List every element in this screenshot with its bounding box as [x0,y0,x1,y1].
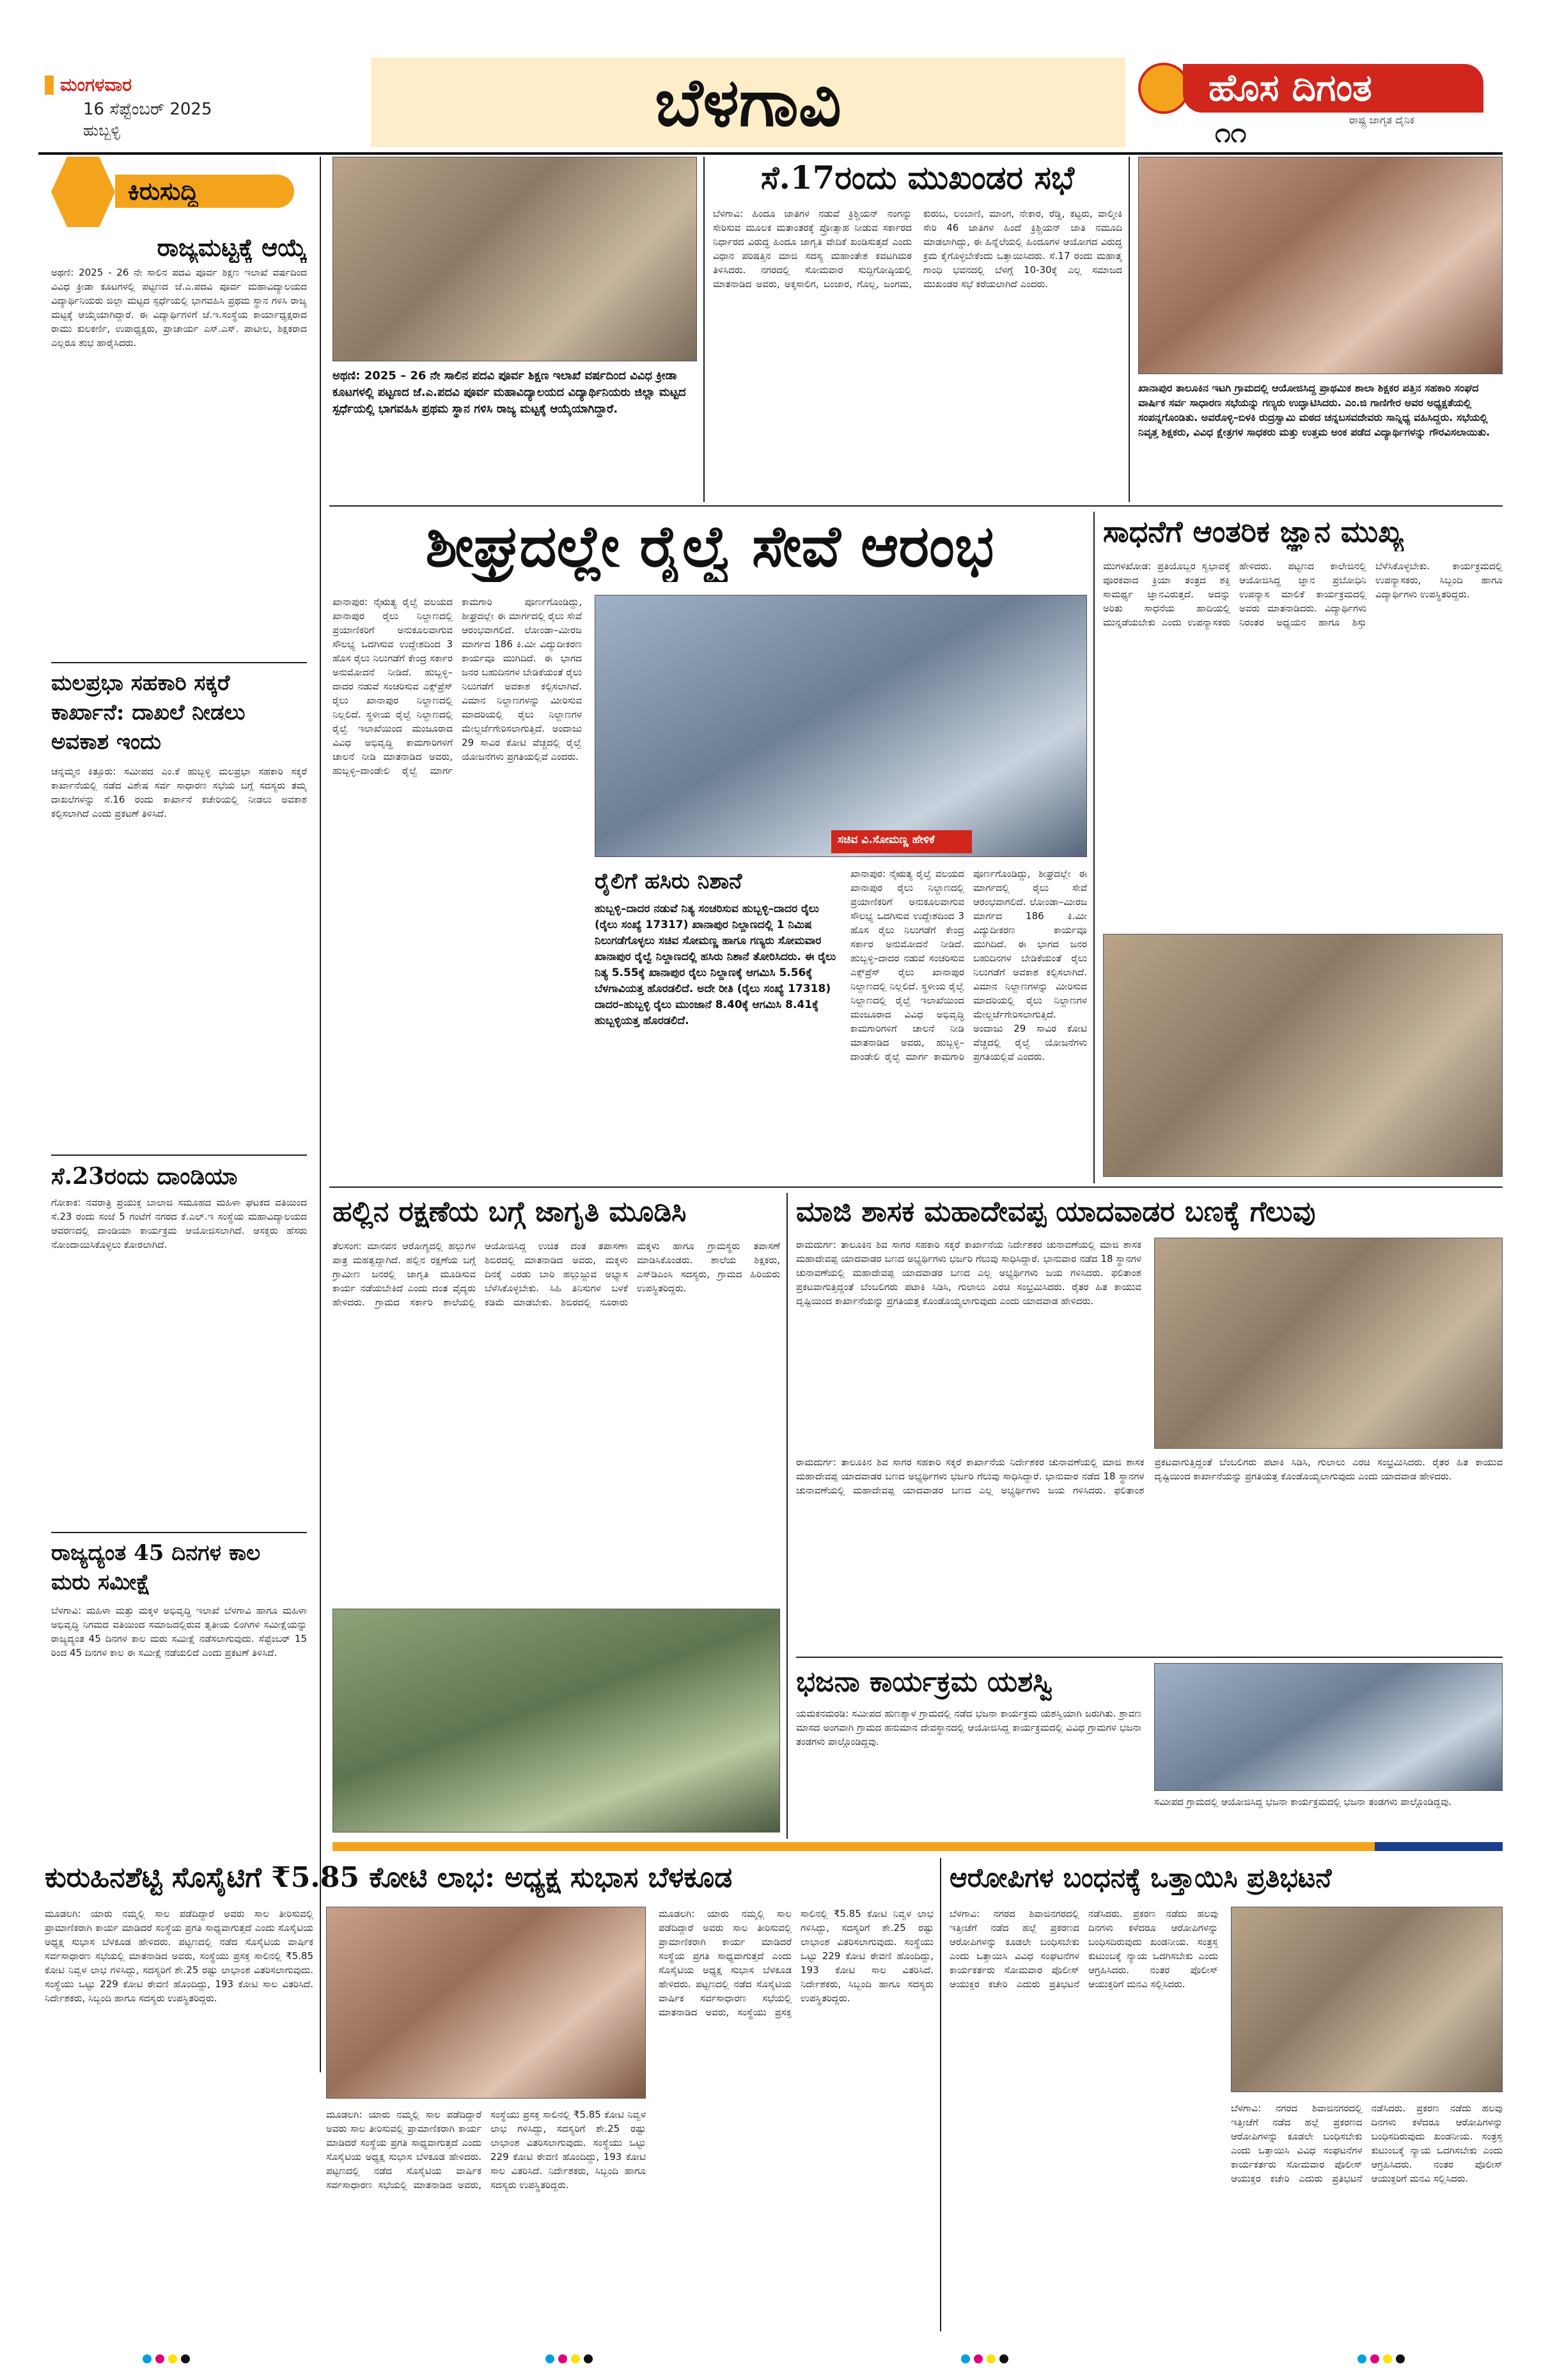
protest-photo [1231,1907,1503,2092]
kirusuddi-badge-icon [51,157,115,227]
lecture-photo [1103,934,1503,1177]
section-rule [796,1657,1503,1658]
page-number: ೧೧ [1215,116,1247,149]
halli-headline: ಹಲ್ಲಿನ ರಕ್ಷಣೆಯ ಬಗ್ಗೆ ಜಾಗೃತಿ ಮೂಡಿಸಿ [332,1195,687,1228]
brief-divider [51,1532,307,1533]
masthead-accent-bar [45,75,54,95]
kuruhinashetti-body-right: ಮೂಡಲಗಿ: ಯಾರು ನಮ್ಮಲ್ಲಿ ಸಾಲ ಪಡೆದಿದ್ದಾರೆ ಅವರು ಸಾಲ ತೀರಿಸುವಲ್ಲಿ ಪ್ರಾಮಾಣಿಕರಾಗಿ ಕಾರ್ಯ ಮಾಡಿದರೆ ಸಂಸ್ಥೆಯ ಪ್ರಗತಿ ಸಾಧ್ಯವಾಗುತ್ತದೆ ಎಂದು ಸೊಸೈಟಿಯ ಅಧ್ಯಕ್ಷ ಸುಭಾಸ ಬೆಳಕೂಡ ಹೇಳಿದರು. ಪಟ್ಟಣದಲ್ಲಿ ನಡೆದ ಸೊಸೈಟಿಯ ವಾರ್ಷಿಕ ಸರ್ವಸಾಧಾರಣ ಸಭೆಯಲ್ಲಿ ಮಾತನಾಡಿದ ಅವರು, ಸಂಸ್ಥೆಯು ಪ್ರಸಕ್ತ ಸಾಲಿನಲ್ಲಿ ₹5.85 ಕೋಟಿ ನಿವ್ವಳ ಲಾಭ ಗಳಿಸಿದ್ದು, ಸದಸ್ಯರಿಗೆ ಶೇ.25 ರಷ್ಟು ಲಾಭಾಂಶ ವಿತರಿಸಲಾಗುವುದು. ಸಂಸ್ಥೆಯು ಒಟ್ಟು 229 ಕೋಟಿ ಠೇವಣಿ ಹೊಂದಿದ್ದು, 193 ಕೋಟಿ ಸಾಲ ವಿತರಿಸಿದೆ. ನಿರ್ದೇಶಕರು, ಸಿಬ್ಬಂದಿ ಹಾಗೂ ಸದಸ್ಯರು ಉಪಸ್ಥಿತರಿದ್ದರು. [659,1908,934,2018]
masthead-place: ಹುಬ್ಬಳ್ಳಿ [83,122,120,139]
halli-body: ತೆಲಸಂಗ: ಮಾನವನ ಆರೋಗ್ಯದಲ್ಲಿ ಹಲ್ಲುಗಳ ಪಾತ್ರ ಮಹತ್ವದ್ದಾಗಿದೆ. ಹಲ್ಲಿನ ರಕ್ಷಣೆಯ ಬಗ್ಗೆ ಗ್ರಾಮೀಣ ಜನರಲ್ಲಿ ಜಾಗೃತಿ ಮೂಡಿಸುವ ಕಾರ್ಯ ನಡೆಯಬೇಕಿದೆ ಎಂದು ದಂತ ವೈದ್ಯರು ಹೇಳಿದರು. ಗ್ರಾಮದ ಸರ್ಕಾರಿ ಶಾಲೆಯಲ್ಲಿ ಆಯೋಜಿಸಿದ್ದ ಉಚಿತ ದಂತ ತಪಾಸಣಾ ಶಿಬಿರದಲ್ಲಿ ಮಾತನಾಡಿದ ಅವರು, ಮಕ್ಕಳು ದಿನಕ್ಕೆ ಎರಡು ಬಾರಿ ಹಲ್ಲುಜ್ಜುವ ಅಭ್ಯಾಸ ಬೆಳೆಸಿಕೊಳ್ಳಬೇಕು. ಸಿಹಿ ತಿನಿಸುಗಳ ಬಳಕೆ ಕಡಿಮೆ ಮಾಡಬೇಕು. ಶಿಬಿರದಲ್ಲಿ ನೂರಾರು ಮಕ್ಕಳು ಹಾಗೂ ಗ್ರಾಮಸ್ಥರು ತಪಾಸಣೆ ಮಾಡಿಸಿಕೊಂಡರು. ಶಾಲೆಯ ಶಿಕ್ಷಕರು, ಎಸ್‌ಡಿಎಂಸಿ ಸದಸ್ಯರು, ಗ್ರಾಮದ ಹಿರಿಯರು ಉಪಸ್ಥಿತರಿದ್ದರು. [332,1240,780,1308]
info-box-body: ಹುಬ್ಬಳ್ಳಿ–ದಾದರ ನಡುವೆ ನಿತ್ಯ ಸಂಚರಿಸುವ ಹುಬ್ಬಳ್ಳಿ–ದಾದರ ರೈಲು (ರೈಲು ಸಂಖ್ಯೆ 17317) ಖಾನಾಪುರ ನಿಲ್ದಾಣದಲ್ಲಿ 1 ನಿಮಿಷ ನಿಲುಗಡೆಗೊಳ್ಳಲು ಸಚಿವ ಸೋಮಣ್ಣ ಹಾಗೂ ಗಣ್ಯರು ಸೋಮವಾರ ಖಾನಾಪುರ ರೈಲ್ವೆ ನಿಲ್ದಾಣದಲ್ಲಿ ಹಸಿರು ನಿಶಾನೆ ತೋರಿಸಿದರು. ಈ ರೈಲು ನಿತ್ಯ 5.55ಕ್ಕೆ ಖಾನಾಪುರ ರೈಲು ನಿಲ್ದಾಣಕ್ಕೆ ಆಗಮಿಸಿ 5.56ಕ್ಕೆ ಬೆಳಗಾವಿಯತ್ತ ಹೊರಡಲಿದೆ. ಅದೇ ರೀತಿ (ರೈಲು ಸಂಖ್ಯೆ 17318) ದಾದರ–ಹುಬ್ಬಳ್ಳಿ ರೈಲು ಮುಂಜಾನೆ 8.40ಕ್ಕೆ ಆಗಮಿಸಿ 8.41ಕ್ಕೆ ಹುಬ್ಬಳ್ಳಿಯತ್ತ ಹೊರಡಲಿದೆ. [595,902,836,1027]
maji-shasaka-story [796,1193,1503,1653]
registration-marks [0,2354,1541,2373]
aropigala-headline: ಆರೋಪಿಗಳ ಬಂಧನಕ್ಕೆ ಒತ್ತಾಯಿಸಿ ಪ್ರತಿಭಟನೆ [950,1862,1332,1893]
top-right-caption: ಖಾನಾಪುರ ತಾಲೂಕಿನ ಇಟಗಿ ಗ್ರಾಮದಲ್ಲಿ ಆಯೋಜಿಸಿದ್ದ ಪ್ರಾಥಮಿಕ ಶಾಲಾ ಶಿಕ್ಷಕರ ಪತ್ತಿನ ಸಹಕಾರಿ ಸಂಘದ ವಾರ್ಷಿಕ ಸರ್ವ ಸಾಧಾರಣ ಸಭೆಯನ್ನು ಗಣ್ಯರು ಉದ್ಘಾಟಿಸಿದರು. ಎಂ.ಜಿ ಗಾಣಿಗೇರ ಅವರ ಅಧ್ಯಕ್ಷತೆಯಲ್ಲಿ ಸಂಪನ್ನಗೊಂಡಿತು. ಅವರೊಳ್ಳಿ–ಬಿಳಕಿ ರುದ್ರಸ್ವಾಮಿ ಮಠದ ಚನ್ನಬಸವದೇವರು ಸಾನ್ನಿಧ್ಯ ವಹಿಸಿದ್ದರು. ಸಭೆಯಲ್ಲಿ ನಿವೃತ್ತ ಶಿಕ್ಷಕರು, ವಿವಿಧ ಕ್ಷೇತ್ರಗಳ ಸಾಧಕರು ಮತ್ತು ಉತ್ತಮ ಅಂಕ ಪಡೆದ ವಿದ್ಯಾರ್ಥಿಗಳನ್ನು ಗೌರವಿಸಲಾಯಿತು. [1138,382,1490,438]
reg-mark-1 [141,2354,192,2366]
paper-logo [1138,58,1496,147]
kuruhinashetti-body-left: ಮೂಡಲಗಿ: ಯಾರು ನಮ್ಮಲ್ಲಿ ಸಾಲ ಪಡೆದಿದ್ದಾರೆ ಅವರು ಸಾಲ ತೀರಿಸುವಲ್ಲಿ ಪ್ರಾಮಾಣಿಕರಾಗಿ ಕಾರ್ಯ ಮಾಡಿದರೆ ಸಂಸ್ಥೆಯ ಪ್ರಗತಿ ಸಾಧ್ಯವಾಗುತ್ತದೆ ಎಂದು ಸೊಸೈಟಿಯ ಅಧ್ಯಕ್ಷ ಸುಭಾಸ ಬೆಳಕೂಡ ಹೇಳಿದರು. ಪಟ್ಟಣದಲ್ಲಿ ನಡೆದ ಸೊಸೈಟಿಯ ವಾರ್ಷಿಕ ಸರ್ವಸಾಧಾರಣ ಸಭೆಯಲ್ಲಿ ಮಾತನಾಡಿದ ಅವರು, ಸಂಸ್ಥೆಯು ಪ್ರಸಕ್ತ ಸಾಲಿನಲ್ಲಿ ₹5.85 ಕೋಟಿ ನಿವ್ವಳ ಲಾಭ ಗಳಿಸಿದ್ದು, ಸದಸ್ಯರಿಗೆ ಶೇ.25 ರಷ್ಟು ಲಾಭಾಂಶ ವಿತರಿಸಲಾಗುವುದು. ಸಂಸ್ಥೆಯು ಒಟ್ಟು 229 ಕೋಟಿ ಠೇವಣಿ ಹೊಂದಿದ್ದು, 193 ಕೋಟಿ ಸಾಲ ವಿತರಿಸಿದೆ. ನಿರ್ದೇಶಕರು, ಸಿಬ್ಬಂದಿ ಹಾಗೂ ಸದಸ್ಯರು ಉಪಸ್ಥಿತರಿದ್ದರು. [45,1908,313,2004]
maji-shasaka-body-top: ರಾಮದುರ್ಗ: ತಾಲೂಕಿನ ಶಿವ ಸಾಗರ ಸಹಕಾರಿ ಸಕ್ಕರೆ ಕಾರ್ಖಾನೆಯ ನಿರ್ದೇಶಕರ ಚುನಾವಣೆಯಲ್ಲಿ ಮಾಜಿ ಶಾಸಕ ಮಹಾದೇವಪ್ಪ ಯಾದವಾಡರ ಬಣದ ಅಭ್ಯರ್ಥಿಗಳು ಭರ್ಜರಿ ಗೆಲುವು ಸಾಧಿಸಿದ್ದಾರೆ. ಭಾನುವಾರ ನಡೆದ 18 ಸ್ಥಾನಗಳ ಚುನಾವಣೆಯಲ್ಲಿ ಮಹಾದೇವಪ್ಪ ಯಾದವಾಡರ ಬಣದ ಎಲ್ಲ ಅಭ್ಯರ್ಥಿಗಳು ಜಯ ಗಳಿಸಿದರು. ಫಲಿತಾಂಶ ಪ್ರಕಟವಾಗುತ್ತಿದ್ದಂತೆ ಬೆಂಬಲಿಗರು ಪಟಾಕಿ ಸಿಡಿಸಿ, ಗುಲಾಲು ಎರಚಿ ಸಂಭ್ರಮಿಸಿದರು. ರೈತರ ಹಿತ ಕಾಯುವ ದೃಷ್ಟಿಯಿಂದ ಕಾರ್ಖಾನೆಯನ್ನು ಪ್ರಗತಿಯತ್ತ ಕೊಂಡೊಯ್ಯಲಾಗುವುದು ಎಂದು ಯಾದವಾಡ ಹೇಳಿದರು. [796,1239,1141,1307]
aropigala-body: ಬೆಳಗಾವಿ: ನಗರದ ಶಿವಾಜಿನಗರದಲ್ಲಿ ಇತ್ತೀಚೆಗೆ ನಡೆದ ಹಲ್ಲೆ ಪ್ರಕರಣದ ಆರೋಪಿಗಳನ್ನು ಕೂಡಲೇ ಬಂಧಿಸಬೇಕು ಎಂದು ಒತ್ತಾಯಿಸಿ ವಿವಿಧ ಸಂಘಟನೆಗಳ ಕಾರ್ಯಕರ್ತರು ಸೋಮವಾರ ಪೊಲೀಸ್ ಆಯುಕ್ತರ ಕಚೇರಿ ಎದುರು ಪ್ರತಿಭಟನೆ ನಡೆಸಿದರು. ಪ್ರಕರಣ ನಡೆದು ಹಲವು ದಿನಗಳು ಕಳೆದರೂ ಆರೋಪಿಗಳನ್ನು ಬಂಧಿಸದಿರುವುದು ಖಂಡನೀಯ. ಸಂತ್ರಸ್ತ ಕುಟುಂಬಕ್ಕೆ ನ್ಯಾಯ ಒದಗಿಸಬೇಕು ಎಂದು ಆಗ್ರಹಿಸಿದರು. ನಂತರ ಪೊಲೀಸ್ ಆಯುಕ್ತರಿಗೆ ಮನವಿ ಸಲ್ಲಿಸಿದರು. [950,1908,1218,1990]
railway-body-right: ಖಾನಾಪುರ: ನೈಋತ್ಯ ರೈಲ್ವೆ ವಲಯದ ಖಾನಾಪುರ ರೈಲು ನಿಲ್ದಾಣದಲ್ಲಿ ಪ್ರಯಾಣಿಕರಿಗೆ ಅನುಕೂಲವಾಗುವ ಸೌಲಭ್ಯ ಒದಗಿಸುವ ಉದ್ದೇಶದಿಂದ 3 ಹೊಸ ರೈಲು ನಿಲುಗಡೆಗೆ ಕೇಂದ್ರ ಸರ್ಕಾರ ಅನುಮೋದನೆ ನೀಡಿದೆ. ಹುಬ್ಬಳ್ಳಿ–ದಾದರ ನಡುವೆ ಸಂಚರಿಸುವ ಎಕ್ಸ್‌ಪ್ರೆಸ್ ರೈಲು ಖಾನಾಪುರ ನಿಲ್ದಾಣದಲ್ಲಿ ನಿಲ್ಲಲಿದೆ. ಸ್ಥಳೀಯ ರೈಲ್ವೆ ನಿಲ್ದಾಣದಲ್ಲಿ ರೈಲ್ವೆ ಇಲಾಖೆಯಿಂದ ಮಂಜೂರಾದ ವಿವಿಧ ಅಭಿವೃದ್ಧಿ ಕಾಮಗಾರಿಗಳಿಗೆ ಚಾಲನೆ ನೀಡಿ ಮಾತನಾಡಿದ ಅವರು, ಹುಬ್ಬಳ್ಳಿ–ದಾಂಡೇಲಿ ರೈಲ್ವೆ ಮಾರ್ಗ ಕಾಮಗಾರಿ ಪೂರ್ಣಗೊಂಡಿದ್ದು, ಶೀಘ್ರದಲ್ಲೇ ಈ ಮಾರ್ಗದಲ್ಲಿ ರೈಲು ಸೇವೆ ಆರಂಭವಾಗಲಿದೆ. ಲೋಂಡಾ–ಮೀರಜ ಮಾರ್ಗದ 186 ಕಿ.ಮೀ ವಿದ್ಯುದೀಕರಣ ಕಾರ್ಯವೂ ಮುಗಿದಿದೆ. ಈ ಭಾಗದ ಜನರ ಬಹುದಿನಗಳ ಬೇಡಿಕೆಯಂತೆ ರೈಲು ನಿಲುಗಡೆಗೆ ಅವಕಾಶ ಕಲ್ಪಿಸಲಾಗಿದೆ. ವಿಮಾನ ನಿಲ್ದಾಣಗಳನ್ನು ಮೀರಿಸುವ ಮಾದರಿಯಲ್ಲಿ ರೈಲು ನಿಲ್ದಾಣಗಳ ಮೇಲ್ದರ್ಜೆಗೇರಿಸಲಾಗುತ್ತಿದೆ. ಅಂದಾಜು 29 ಸಾವಿರ ಕೋಟಿ ವೆಚ್ಚದಲ್ಲಿ ರೈಲ್ವೆ ಯೋಜನೆಗಳು ಪ್ರಗತಿಯಲ್ಲಿವೆ ಎಂದರು. [850,868,1087,1062]
society-meeting-photo [326,1907,646,2099]
aropigala-story [950,1858,1503,2331]
kirusuddi-label: ಕಿರುಸುದ್ದಿ [128,177,199,205]
mukhandar-headline: ಸೆ.17ರಂದು ಮುಖಂಡರ ಸಭೆ [760,159,1075,196]
section-rule [329,1186,1503,1188]
felicitation-photo [1138,157,1503,374]
paper-tagline: ರಾಷ್ಟ್ರ ಜಾಗೃತ ದೈನಿಕ [1349,114,1414,126]
paper-name: ಹೊಸ ದಿಗಂತ [1209,67,1372,109]
column-rule [703,157,705,502]
railway-body-left: ಖಾನಾಪುರ: ನೈಋತ್ಯ ರೈಲ್ವೆ ವಲಯದ ಖಾನಾಪುರ ರೈಲು ನಿಲ್ದಾಣದಲ್ಲಿ ಪ್ರಯಾಣಿಕರಿಗೆ ಅನುಕೂಲವಾಗುವ ಸೌಲಭ್ಯ ಒದಗಿಸುವ ಉದ್ದೇಶದಿಂದ 3 ಹೊಸ ರೈಲು ನಿಲುಗಡೆಗೆ ಕೇಂದ್ರ ಸರ್ಕಾರ ಅನುಮೋದನೆ ನೀಡಿದೆ. ಹುಬ್ಬಳ್ಳಿ–ದಾದರ ನಡುವೆ ಸಂಚರಿಸುವ ಎಕ್ಸ್‌ಪ್ರೆಸ್ ರೈಲು ಖಾನಾಪುರ ನಿಲ್ದಾಣದಲ್ಲಿ ನಿಲ್ಲಲಿದೆ. ಸ್ಥಳೀಯ ರೈಲ್ವೆ ನಿಲ್ದಾಣದಲ್ಲಿ ರೈಲ್ವೆ ಇಲಾಖೆಯಿಂದ ಮಂಜೂರಾದ ವಿವಿಧ ಅಭಿವೃದ್ಧಿ ಕಾಮಗಾರಿಗಳಿಗೆ ಚಾಲನೆ ನೀಡಿ ಮಾತನಾಡಿದ ಅವರು, ಹುಬ್ಬಳ್ಳಿ–ದಾಂಡೇಲಿ ರೈಲ್ವೆ ಮಾರ್ಗ ಕಾಮಗಾರಿ ಪೂರ್ಣಗೊಂಡಿದ್ದು, ಶೀಘ್ರದಲ್ಲೇ ಈ ಮಾರ್ಗದಲ್ಲಿ ರೈಲು ಸೇವೆ ಆರಂಭವಾಗಲಿದೆ. ಲೋಂಡಾ–ಮೀರಜ ಮಾರ್ಗದ 186 ಕಿ.ಮೀ ವಿದ್ಯುದೀಕರಣ ಕಾರ್ಯವೂ ಮುಗಿದಿದೆ. ಈ ಭಾಗದ ಜನರ ಬಹುದಿನಗಳ ಬೇಡಿಕೆಯಂತೆ ರೈಲು ನಿಲುಗಡೆಗೆ ಅವಕಾಶ ಕಲ್ಪಿಸಲಾಗಿದೆ. ವಿಮಾನ ನಿಲ್ದಾಣಗಳನ್ನು ಮೀರಿಸುವ ಮಾದರಿಯಲ್ಲಿ ರೈಲು ನಿಲ್ದಾಣಗಳ ಮೇಲ್ದರ್ಜೆಗೇರಿಸಲಾಗುತ್ತಿದೆ. ಅಂದಾಜು 29 ಸಾವಿರ ಕೋಟಿ ವೆಚ್ಚದಲ್ಲಿ ರೈಲ್ವೆ ಯೋಜನೆಗಳು ಪ್ರಗತಿಯಲ್ಲಿವೆ ಎಂದರು. [332,596,582,776]
masthead-date: 16 ಸೆಪ್ಟೆಂಬರ್ 2025 [83,100,212,119]
mukhandar-body: ಬೆಳಗಾವಿ: ಹಿಂದೂ ಜಾತಿಗಳ ನಡುವೆ ಕ್ರಿಶ್ಚಿಯನ್ ನಂಗನ್ನು ಸೇರಿಸುವ ಮೂಲಕ ಮತಾಂತರಕ್ಕೆ ಪ್ರೋತ್ಸಾಹ ನೀಡುವ ಸರ್ಕಾರದ ನಿರ್ಧಾರದ ವಿರುದ್ಧ ಹಿಂದೂ ಜಾಗೃತಿ ವೇದಿಕೆ ಖಂಡಿಸುತ್ತದೆ ಎಂದು ವಿಧಾನ ಪರಿಷತ್ತಿನ ಮಾಜಿ ಸದಸ್ಯ ಮಹಾಂತೇಶ ಕವಟಗಿಮಠ ತಿಳಿಸಿದರು. ನಗರದಲ್ಲಿ ಸೋಮವಾರ ಸುದ್ದಿಗೋಷ್ಠಿಯಲ್ಲಿ ಮಾತನಾಡಿದ ಅವರು, ಅಕ್ಕಸಾಲಿಗ, ಬಂಜಾರ, ಗೊಲ್ಲ, ಜಂಗಮ, ಕುರುಬ, ಲಂಬಾಣಿ, ಮಾಂಗ, ನೇಕಾರ, ರೆಡ್ಡಿ, ಕಟ್ಟರು, ವಾಲ್ಮೀಕಿ ಸೇರಿ 46 ಜಾತಿಗಳ ಹಿಂದೆ ಕ್ರಿಶ್ಚಿಯನ್ ಜಾತಿ ನಮೂದಿ ಮಾಡಲಾಗಿದ್ದು, ಈ ಹಿನ್ನೆಲೆಯಲ್ಲಿ ಹಿಂದೂಗಳ ಆಯೋಗದ ವಿರುದ್ಧ ಕ್ರಮ ಕೈಗೊಳ್ಳಬೇಕೆಂದು ಒತ್ತಾಯಿಸಿದರು. ಸೆ.17 ರಂದು ಮಹಾತ್ಮ ಗಾಂಧಿ ಭವನದಲ್ಲಿ ಬೆಳಗ್ಗೆ 10-30ಕ್ಕೆ ಎಲ್ಲ ಸಮಾಜದ ಮುಖಂಡರ ಸಭೆ ಕರೆಯಲಾಗಿದೆ ಎಂದರು. [713,208,1122,290]
dental-camp-photo [332,1609,780,1832]
section-rule [329,505,1503,507]
reg-mark-2 [544,2354,595,2366]
column-rule [940,1858,941,2331]
sadhane-story [1103,512,1503,1183]
top-right-photo-story [1138,157,1503,502]
brief-4-headline: ರಾಜ್ಯದ್ಯಂತ 45 ದಿನಗಳ ಕಾಲ ಮರು ಸಮೀಕ್ಷೆ [51,1540,261,1595]
brief-4-body: ಬೆಳಗಾವಿ: ಮಹಿಳಾ ಮತ್ತು ಮಕ್ಕಳ ಅಭಿವೃದ್ಧಿ ಇಲಾಖೆ ಬೆಳಗಾವಿ ಹಾಗೂ ಮಹಿಳಾ ಅಭಿವೃದ್ಧಿ ನಿಗಮದ ವತಿಯಿಂದ ಸಮಾಜದಲ್ಲಿರುವ ತೃತೀಯ ಲಿಂಗಿಗಳ ಸಮೀಕ್ಷೆಯನ್ನು ರಾಜ್ಯದ್ಯಂತ 45 ದಿನಗಳ ಕಾಲ ಮರು ಸಮೀಕ್ಷೆ ನಡೆಸಲಾಗುವುದು. ಸೆಪ್ಟೆಂಬರ್ 15 ರಿಂದ 45 ದಿನಗಳ ಕಾಲ ಈ ಸಮೀಕ್ಷೆ ನಡೆಯಲಿದೆ ಎಂದು ಪ್ರಕಟಣೆ ತಿಳಿಸಿದೆ. [51,1605,307,1659]
sadhane-body: ಮುಗಳಖೋಡ: ಪ್ರತಿಯೊಬ್ಬರ ಸ್ವಭಾವಕ್ಕೆ ಪೂರಕವಾದ ಕ್ರಿಯಾ ತಂತ್ರದ ಶಕ್ತಿ ಸಾಮರ್ಥ್ಯ ಜ್ಞಾನವಿರುತ್ತದೆ. ಅದನ್ನು ಅರಿತು ಸಾಧನೆಯ ಹಾದಿಯಲ್ಲಿ ಮುನ್ನಡೆಯಬೇಕು ಎಂದು ಉಪನ್ಯಾಸಕರು ಹೇಳಿದರು. ಪಟ್ಟಣದ ಕಾಲೇಜಿನಲ್ಲಿ ಆಯೋಜಿಸಿದ್ದ ಜ್ಞಾನ ಪ್ರಬೋಧಿನಿ ಉಪನ್ಯಾಸ ಮಾಲಿಕೆ ಕಾರ್ಯಕ್ರಮದಲ್ಲಿ ಅವರು ಮಾತನಾಡಿದರು. ವಿದ್ಯಾರ್ಥಿಗಳು ನಿರಂತರ ಅಧ್ಯಯನ ಹಾಗೂ ಶಿಸ್ತು ಬೆಳೆಸಿಕೊಳ್ಳಬೇಕು. ಕಾರ್ಯಕ್ರಮದಲ್ಲಿ ಉಪನ್ಯಾಸಕರು, ಸಿಬ್ಬಂದಿ ಹಾಗೂ ವಿದ್ಯಾರ್ಥಿಗಳು ಉಪಸ್ಥಿತರಿದ್ದರು. [1103,560,1503,628]
brief-2-headline: ಮಲಪ್ರಭಾ ಸಹಕಾರಿ ಸಕ್ಕರೆ ಕಾರ್ಖಾನೆ: ದಾಖಲೆ ನೀಡಲು ಅವಕಾಶ ಇಂದು [51,670,246,755]
train-flagoff-photo [595,595,1087,857]
kirusuddi-column [45,157,313,2072]
election-winners-photo [1154,1238,1503,1449]
brief-3-headline: ಸೆ.23ರಂದು ದಾಂಡಿಯಾ [51,1163,238,1190]
bottom-orange-bar [332,1842,1375,1851]
section-title: ಬೆಳಗಾವಿ [655,63,841,141]
bhajana-photo [1154,1663,1503,1791]
bhajana-body: ಯಮಕನಮರಡಿ: ಸಮೀಪದ ಹುಣಶ್ಯಾಳ ಗ್ರಾಮದಲ್ಲಿ ನಡೆದ ಭಜನಾ ಕಾರ್ಯಕ್ರಮ ಯಶಸ್ವಿಯಾಗಿ ಜರುಗಿತು. ಶ್ರಾವಣ ಮಾಸದ ಅಂಗವಾಗಿ ಗ್ರಾಮದ ಹನುಮಾನ ದೇವಸ್ಥಾನದಲ್ಲಿ ಆಯೋಜಿಸಿದ್ದ ಕಾರ್ಯಕ್ರಮದಲ್ಲಿ ವಿವಿಧ ಗ್ರಾಮಗಳ ಭಜನಾ ತಂಡಗಳು ಪಾಲ್ಗೊಂಡಿದ್ದವು. [796,1708,1141,1747]
railway-story [332,512,1087,1183]
bottom-blue-bar [1375,1842,1503,1851]
top-photo-story [332,157,697,502]
brief-divider [51,1155,307,1156]
column-rule [786,1193,788,1839]
kuruhinashetti-story [45,1858,934,2331]
kuruhinashetti-headline: ಕುರುಹಿನಶೆಟ್ಟಿ ಸೊಸೈಟಿಗೆ ₹5.85 ಕೋಟಿ ಲಾಭ: ಅಧ್ಯಕ್ಷ ಸುಭಾಸ ಬೆಳಕೂಡ [45,1861,733,1894]
logo-emblem-icon [1138,63,1189,114]
reg-mark-4 [1356,2354,1407,2366]
column-rule [1093,512,1095,1183]
reg-mark-3 [959,2354,1010,2366]
mukhandar-story [713,157,1122,502]
column-rule [1129,157,1130,502]
photo-label: ಸಚಿವ ವಿ.ಸೋಮಣ್ಣ ಹೇಳಿಕೆ [838,833,935,846]
railway-info-box [595,867,838,1174]
aropigala-body-right: ಬೆಳಗಾವಿ: ನಗರದ ಶಿವಾಜಿನಗರದಲ್ಲಿ ಇತ್ತೀಚೆಗೆ ನಡೆದ ಹಲ್ಲೆ ಪ್ರಕರಣದ ಆರೋಪಿಗಳನ್ನು ಕೂಡಲೇ ಬಂಧಿಸಬೇಕು ಎಂದು ಒತ್ತಾಯಿಸಿ ವಿವಿಧ ಸಂಘಟನೆಗಳ ಕಾರ್ಯಕರ್ತರು ಸೋಮವಾರ ಪೊಲೀಸ್ ಆಯುಕ್ತರ ಕಚೇರಿ ಎದುರು ಪ್ರತಿಭಟನೆ ನಡೆಸಿದರು. ಪ್ರಕರಣ ನಡೆದು ಹಲವು ದಿನಗಳು ಕಳೆದರೂ ಆರೋಪಿಗಳನ್ನು ಬಂಧಿಸದಿರುವುದು ಖಂಡನೀಯ. ಸಂತ್ರಸ್ತ ಕುಟುಂಬಕ್ಕೆ ನ್ಯಾಯ ಒದಗಿಸಬೇಕು ಎಂದು ಆಗ್ರಹಿಸಿದರು. ನಂತರ ಪೊಲೀಸ್ ಆಯುಕ್ತರಿಗೆ ಮನವಿ ಸಲ್ಲಿಸಿದರು. [1231,2102,1503,2184]
bhajana-photo-caption: ಸಮೀಪದ ಗ್ರಾಮದಲ್ಲಿ ಆಯೋಜಿಸಿದ್ದ ಭಜನಾ ಕಾರ್ಯಕ್ರಮದಲ್ಲಿ ಭಜನಾ ತಂಡಗಳು ಪಾಲ್ಗೊಂಡಿದ್ದವು. [1154,1796,1452,1808]
kirusuddi-header [51,157,307,227]
info-box-title: ರೈಲಿಗೆ ಹಸಿರು ನಿಶಾನೆ [595,869,742,894]
masthead-date-block [45,70,256,141]
kuruhinashetti-body-bottom: ಮೂಡಲಗಿ: ಯಾರು ನಮ್ಮಲ್ಲಿ ಸಾಲ ಪಡೆದಿದ್ದಾರೆ ಅವರು ಸಾಲ ತೀರಿಸುವಲ್ಲಿ ಪ್ರಾಮಾಣಿಕರಾಗಿ ಕಾರ್ಯ ಮಾಡಿದರೆ ಸಂಸ್ಥೆಯ ಪ್ರಗತಿ ಸಾಧ್ಯವಾಗುತ್ತದೆ ಎಂದು ಸೊಸೈಟಿಯ ಅಧ್ಯಕ್ಷ ಸುಭಾಸ ಬೆಳಕೂಡ ಹೇಳಿದರು. ಪಟ್ಟಣದಲ್ಲಿ ನಡೆದ ಸೊಸೈಟಿಯ ವಾರ್ಷಿಕ ಸರ್ವಸಾಧಾರಣ ಸಭೆಯಲ್ಲಿ ಮಾತನಾಡಿದ ಅವರು, ಸಂಸ್ಥೆಯು ಪ್ರಸಕ್ತ ಸಾಲಿನಲ್ಲಿ ₹5.85 ಕೋಟಿ ನಿವ್ವಳ ಲಾಭ ಗಳಿಸಿದ್ದು, ಸದಸ್ಯರಿಗೆ ಶೇ.25 ರಷ್ಟು ಲಾಭಾಂಶ ವಿತರಿಸಲಾಗುವುದು. ಸಂಸ್ಥೆಯು ಒಟ್ಟು 229 ಕೋಟಿ ಠೇವಣಿ ಹೊಂದಿದ್ದು, 193 ಕೋಟಿ ಸಾಲ ವಿತರಿಸಿದೆ. ನಿರ್ದೇಶಕರು, ಸಿಬ್ಬಂದಿ ಹಾಗೂ ಸದಸ್ಯರು ಉಪಸ್ಥಿತರಿದ್ದರು. [326,2109,646,2191]
halli-story [332,1193,780,1839]
masthead [38,58,1503,154]
railway-headline: ಶೀಘ್ರದಲ್ಲೇ ರೈಲ್ವೆ ಸೇವೆ ಆರಂಭ [425,513,994,580]
brief-1-headline: ರಾಜ್ಯಮಟ್ಟಕ್ಕೆ ಆಯ್ಕೆ [157,233,307,262]
bhajana-story [796,1663,1503,1839]
column-rule [320,157,321,2072]
masthead-day: ಮಂಗಳವಾರ [60,74,132,95]
maji-shasaka-body-bottom: ರಾಮದುರ್ಗ: ತಾಲೂಕಿನ ಶಿವ ಸಾಗರ ಸಹಕಾರಿ ಸಕ್ಕರೆ ಕಾರ್ಖಾನೆಯ ನಿರ್ದೇಶಕರ ಚುನಾವಣೆಯಲ್ಲಿ ಮಾಜಿ ಶಾಸಕ ಮಹಾದೇವಪ್ಪ ಯಾದವಾಡರ ಬಣದ ಅಭ್ಯರ್ಥಿಗಳು ಭರ್ಜರಿ ಗೆಲುವು ಸಾಧಿಸಿದ್ದಾರೆ. ಭಾನುವಾರ ನಡೆದ 18 ಸ್ಥಾನಗಳ ಚುನಾವಣೆಯಲ್ಲಿ ಮಹಾದೇವಪ್ಪ ಯಾದವಾಡರ ಬಣದ ಎಲ್ಲ ಅಭ್ಯರ್ಥಿಗಳು ಜಯ ಗಳಿಸಿದರು. ಫಲಿತಾಂಶ ಪ್ರಕಟವಾಗುತ್ತಿದ್ದಂತೆ ಬೆಂಬಲಿಗರು ಪಟಾಕಿ ಸಿಡಿಸಿ, ಗುಲಾಲು ಎರಚಿ ಸಂಭ್ರಮಿಸಿದರು. ರೈತರ ಹಿತ ಕಾಯುವ ದೃಷ್ಟಿಯಿಂದ ಕಾರ್ಖಾನೆಯನ್ನು ಪ್ರಗತಿಯತ್ತ ಕೊಂಡೊಯ್ಯಲಾಗುವುದು ಎಂದು ಯಾದವಾಡ ಹೇಳಿದರು. [796,1456,1503,1496]
masthead-rule [38,152,1503,155]
brief-2-body: ಚನ್ನಮ್ಮನ ಕಿತ್ತೂರು: ಸಮೀಪದ ಎಂ.ಕೆ ಹುಬ್ಬಳ್ಳಿ ಮಲಪ್ರಭಾ ಸಹಕಾರಿ ಸಕ್ಕರೆ ಕಾರ್ಖಾನೆಯಲ್ಲಿ ನಡೆದ ವಿಶೇಷ ಸರ್ವ ಸಾಧಾರಣ ಸಭೆಯ ಬಗ್ಗೆ ಸದಸ್ಯರು ತಮ್ಮ ದಾಖಲೆಗಳನ್ನು ಸೆ.16 ರಂದು ಕಾರ್ಖಾನೆ ಕಚೇರಿಯಲ್ಲಿ ನೀಡಲು ಅವಕಾಶ ಕಲ್ಪಿಸಲಾಗಿದೆ ಎಂದು ಪ್ರಕಟಣೆ ತಿಳಿಸಿದೆ. [51,766,307,819]
brief-1-body: ಅಥಣಿ: 2025 - 26 ನೇ ಸಾಲಿನ ಪದವಿ ಪೂರ್ವ ಶಿಕ್ಷಣ ಇಲಾಖೆ ವರ್ಷದಿಂದ ವಿವಿಧ ಕ್ರೀಡಾ ಕೂಟಗಳಲ್ಲಿ ಪಟ್ಟಣದ ಜೆ.ಎ.ಪದವಿ ಪೂರ್ವ ಮಹಾವಿದ್ಯಾಲಯದ ವಿದ್ಯಾರ್ಥಿನಿಯರು ಜಿಲ್ಲಾ ಮಟ್ಟದ ಸ್ಪರ್ಧೆಯಲ್ಲಿ ಭಾಗವಹಿಸಿ ಪ್ರಥಮ ಸ್ಥಾನ ಗಳಿಸಿ ರಾಜ್ಯ ಮಟ್ಟಕ್ಕೆ ಆಯ್ಕೆಯಾಗಿದ್ದಾರೆ. ಈ ವಿದ್ಯಾರ್ಥಿಗಳಿಗೆ ಜೆ.ಇ.ಸಂಸ್ಥೆಯ ಕಾರ್ಯಾಧ್ಯಕ್ಷರಾದ ರಾಮು ಕುಲಕರ್ಣಿ, ಉಪಾಧ್ಯಕ್ಷರು, ಪ್ರಾಚಾರ್ಯ ಎಸ್.ಎಸ್. ಪಾಟೀಲ, ಶಿಕ್ಷಕರಾದ ಎಲ್ಲರೂ ಶುಭ ಹಾರೈಸಿದರು. [51,267,307,349]
top-photo-caption: ಅಥಣಿ: 2025 – 26 ನೇ ಸಾಲಿನ ಪದವಿ ಪೂರ್ವ ಶಿಕ್ಷಣ ಇಲಾಖೆ ವರ್ಷದಿಂದ ವಿವಿಧ ಕ್ರೀಡಾ ಕೂಟಗಳಲ್ಲಿ ಪಟ್ಟಣದ ಜೆ.ಎ.ಪದವಿ ಪೂರ್ವ ಮಹಾವಿದ್ಯಾಲಯದ ವಿದ್ಯಾರ್ಥಿನಿಯರು ಜಿಲ್ಲಾ ಮಟ್ಟದ ಸ್ಪರ್ಧೆಯಲ್ಲಿ ಭಾಗವಹಿಸಿ ಪ್ರಥಮ ಸ್ಥಾನ ಗಳಿಸಿ ರಾಜ್ಯ ಮಟ್ಟಕ್ಕೆ ಆಯ್ಕೆಯಾಗಿದ್ದಾರೆ. [332,369,686,416]
bhajana-headline: ಭಜನಾ ಕಾರ್ಯಕ್ರಮ ಯಶಸ್ವಿ [796,1666,1053,1698]
brief-divider [51,662,307,663]
maji-shasaka-headline: ಮಾಜಿ ಶಾಸಕ ಮಹಾದೇವಪ್ಪ ಯಾದವಾಡರ ಬಣಕ್ಕೆ ಗೆಲುವು [796,1195,1316,1228]
students-photo [332,157,697,361]
sadhane-headline: ಸಾಧನೆಗೆ ಆಂತರಿಕ ಜ್ಞಾನ ಮುಖ್ಯ [1103,514,1404,549]
brief-3-body: ಗೋಕಾಕ: ನವರಾತ್ರಿ ಪ್ರಯುಕ್ತ ಬಾಲಾಜಿ ಸಮೂಹದ ಮಹಿಳಾ ಘಟಕದ ವತಿಯಿಂದ ಸೆ.23 ರಂದು ಸಂಜೆ 5 ಗಂಟೆಗೆ ನಗರದ ಕೆ.ಎಲ್.ಇ ಸಂಸ್ಥೆಯ ಮಹಾವಿದ್ಯಾಲಯದ ಆವರಣದಲ್ಲಿ ದಾಂಡಿಯಾ ಕಾರ್ಯಕ್ರಮ ಆಯೋಜಿಸಲಾಗಿದೆ. ಆಸಕ್ತರು ಹೆಸರು ನೋಂದಾಯಿಸಿಕೊಳ್ಳಲು ಕೋರಲಾಗಿದೆ. [51,1197,307,1250]
